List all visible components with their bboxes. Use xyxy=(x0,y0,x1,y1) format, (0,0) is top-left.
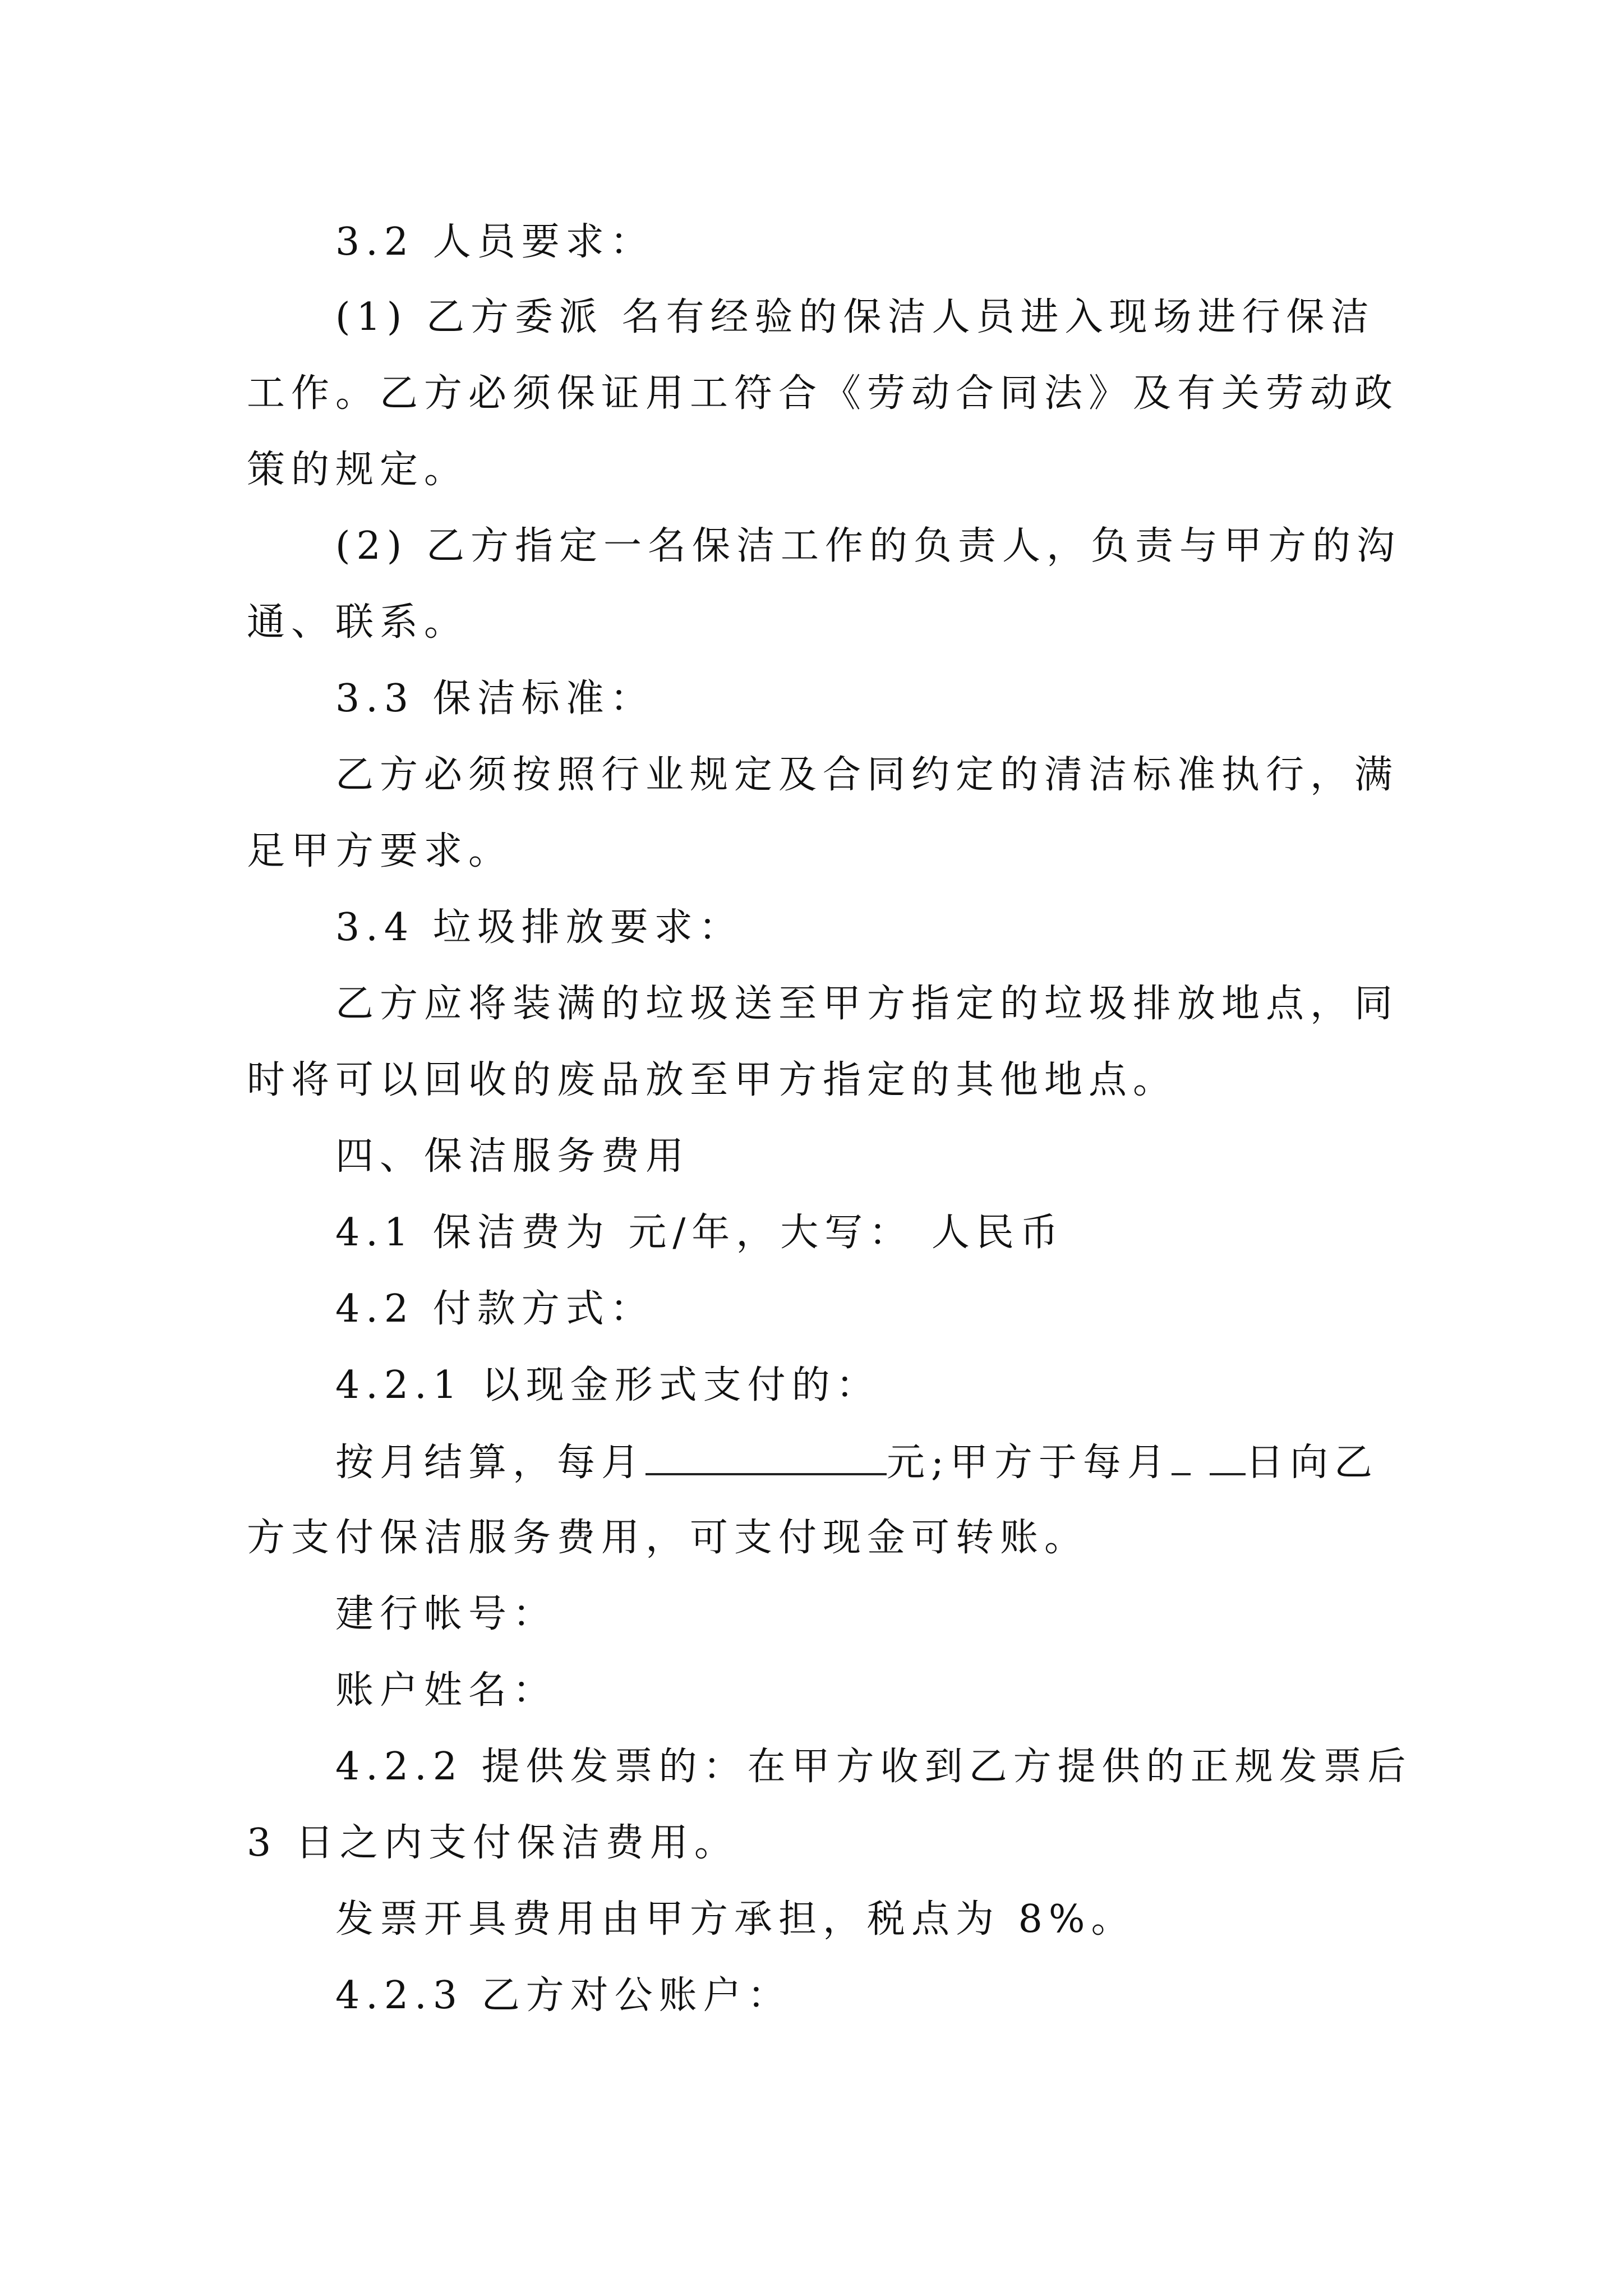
section-heading-4-2-3: 4.2.3 乙方对公账户： xyxy=(335,1973,792,2018)
payment-text-1: 按月结算，每月 xyxy=(335,1441,646,1485)
paragraph-line: 通、联系。 xyxy=(247,600,469,645)
payment-text-3: 日向乙 xyxy=(1245,1441,1378,1485)
payment-text-2: 元;甲方于每月 xyxy=(887,1441,1172,1485)
bank-account-label: 建行帐号： xyxy=(335,1592,557,1636)
account-name-label: 账户姓名： xyxy=(335,1668,557,1713)
section-heading-4-2-1: 4.2.1 以现金形式支付的： xyxy=(335,1363,880,1407)
paragraph-line: (2) 乙方指定一名保洁工作的负责人，负责与甲方的沟 xyxy=(335,524,1401,568)
section-heading-4-2: 4.2 付款方式： xyxy=(335,1287,654,1331)
paragraph-line: 时将可以回收的废品放至甲方指定的其他地点。 xyxy=(247,1058,1178,1102)
paragraph-line: 3 日之内支付保洁费用。 xyxy=(247,1821,739,1865)
paragraph-line: 发票开具费用由甲方承担，税点为 8%。 xyxy=(335,1897,1136,1941)
payment-line xyxy=(335,1441,1378,1485)
payment-day-blank-1[interactable] xyxy=(1172,1443,1191,1475)
paragraph-line: 足甲方要求。 xyxy=(247,829,513,873)
paragraph-line: 4.2.2 提供发票的：在甲方收到乙方提供的正规发票后 xyxy=(335,1745,1412,1789)
paragraph-line: 乙方应将装满的垃圾送至甲方指定的垃圾排放地点，同 xyxy=(335,982,1399,1026)
section-heading-3-2: 3.2 人员要求： xyxy=(335,220,654,264)
paragraph-line: 乙方必须按照行业规定及合同约定的清洁标准执行，满 xyxy=(335,753,1399,797)
section-heading-3-3: 3.3 保洁标准： xyxy=(335,677,654,721)
paragraph-line: 工作。乙方必须保证用工符合《劳动合同法》及有关劳动政 xyxy=(247,371,1399,416)
section-heading-3-4: 3.4 垃圾排放要求： xyxy=(335,905,743,950)
paragraph-line: 方支付保洁服务费用，可支付现金可转账。 xyxy=(247,1516,1089,1560)
monthly-amount-blank[interactable] xyxy=(645,1443,887,1475)
paragraph-line: 策的规定。 xyxy=(247,448,469,492)
paragraph-line: 4.1 保洁费为 元/年，大写： 人民币 xyxy=(335,1211,1064,1255)
paragraph-line: (1) 乙方委派 名有经验的保洁人员进入现场进行保洁 xyxy=(335,295,1375,339)
payment-day-blank-2[interactable] xyxy=(1210,1443,1246,1475)
section-heading-4: 四、保洁服务费用 xyxy=(335,1134,690,1179)
